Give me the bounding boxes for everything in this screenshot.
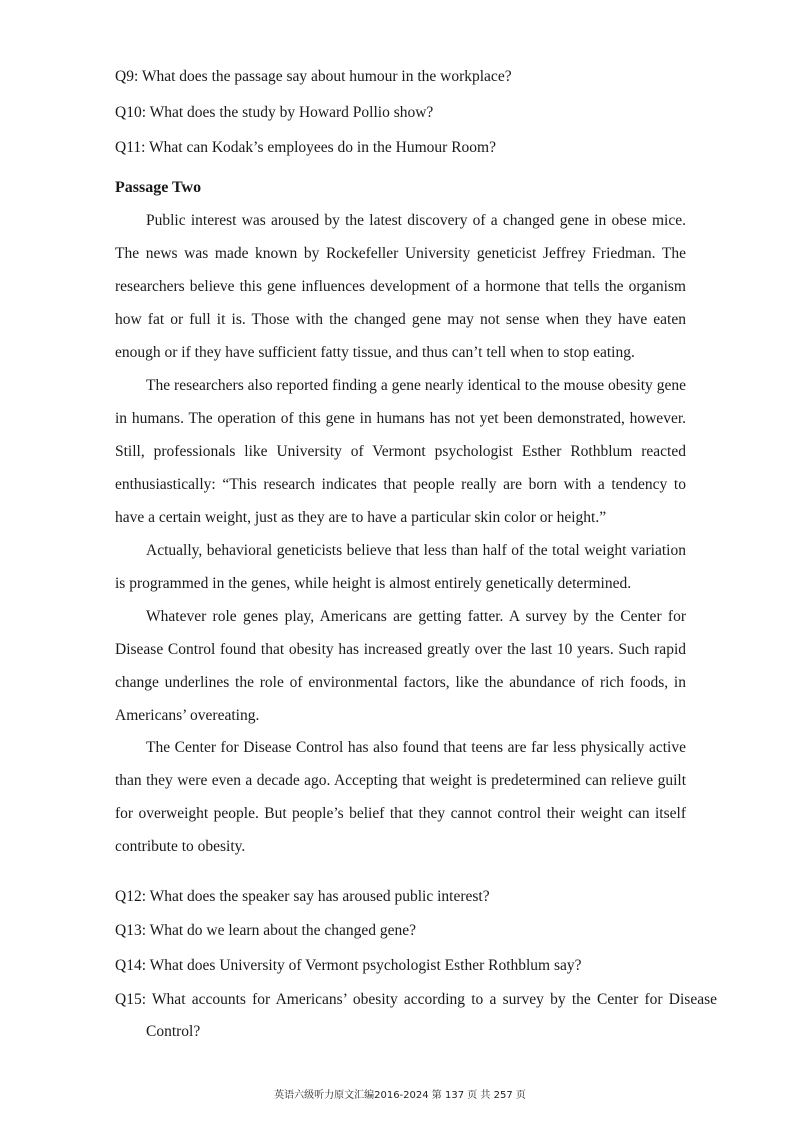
paragraph-5: The Center for Disease Control has also found that teens are far less physically active than they were even a decade ago. Accepting that weight is predetermined can relieve guilt for overweight people. But people’s belief that they cannot control their weight can itself contribute to obesity. bbox=[115, 739, 686, 855]
paragraph-1: Public interest was aroused by the latest discovery of a changed gene in obese mice. The news was made known by Rockefeller University geneticist Jeffrey Friedman. The researchers believe this gene influences development of a hormone that tells the organism how fat or full it is. Those with the changed gene may not sense when they have eaten enough or if they have sufficient fatty tissue, and thus can’t tell when to stop eating. bbox=[115, 212, 686, 361]
passage-heading: Passage Two bbox=[115, 179, 202, 196]
question-q9: Q9: What does the passage say about humour in the workplace? bbox=[115, 68, 512, 85]
question-q11: Q11: What can Kodak’s employees do in the Humour Room? bbox=[115, 139, 496, 156]
question-q12: Q12: What does the speaker say has aroused public interest? bbox=[115, 888, 490, 905]
paragraph-3: Actually, behavioral geneticists believe that less than half of the total weight variation is programmed in the genes, while height is almost entirely genetically determined. bbox=[115, 542, 686, 592]
page-footer: 英语六级听力原文汇编2016-2024 第 137 页 共 257 页 bbox=[274, 1090, 526, 1101]
question-q15: Q15: What accounts for Americans’ obesity according to a survey by the Center for Disease Control? bbox=[115, 991, 717, 1040]
question-q13: Q13: What do we learn about the changed gene? bbox=[115, 922, 416, 939]
question-q10: Q10: What does the study by Howard Pollio show? bbox=[115, 104, 434, 121]
paragraph-4: Whatever role genes play, Americans are getting fatter. A survey by the Center for Disease Control found that obesity has increased greatly over the last 10 years. Such rapid change underlines the role of environmental factors, like the abundance of rich foods, in Americans’ overeating. bbox=[115, 608, 686, 724]
question-q14: Q14: What does University of Vermont psychologist Esther Rothblum say? bbox=[115, 957, 582, 974]
paragraph-2: The researchers also reported finding a gene nearly identical to the mouse obesity gene in humans. The operation of this gene in humans has not yet been demonstrated, however. Still, professionals like University of Vermont psychologist Esther Rothblum reacted enthusiastically: “This research indicates that people really are born with a tendency to have a certain weight, just as they are to have a particular skin color or height.” bbox=[115, 377, 686, 526]
